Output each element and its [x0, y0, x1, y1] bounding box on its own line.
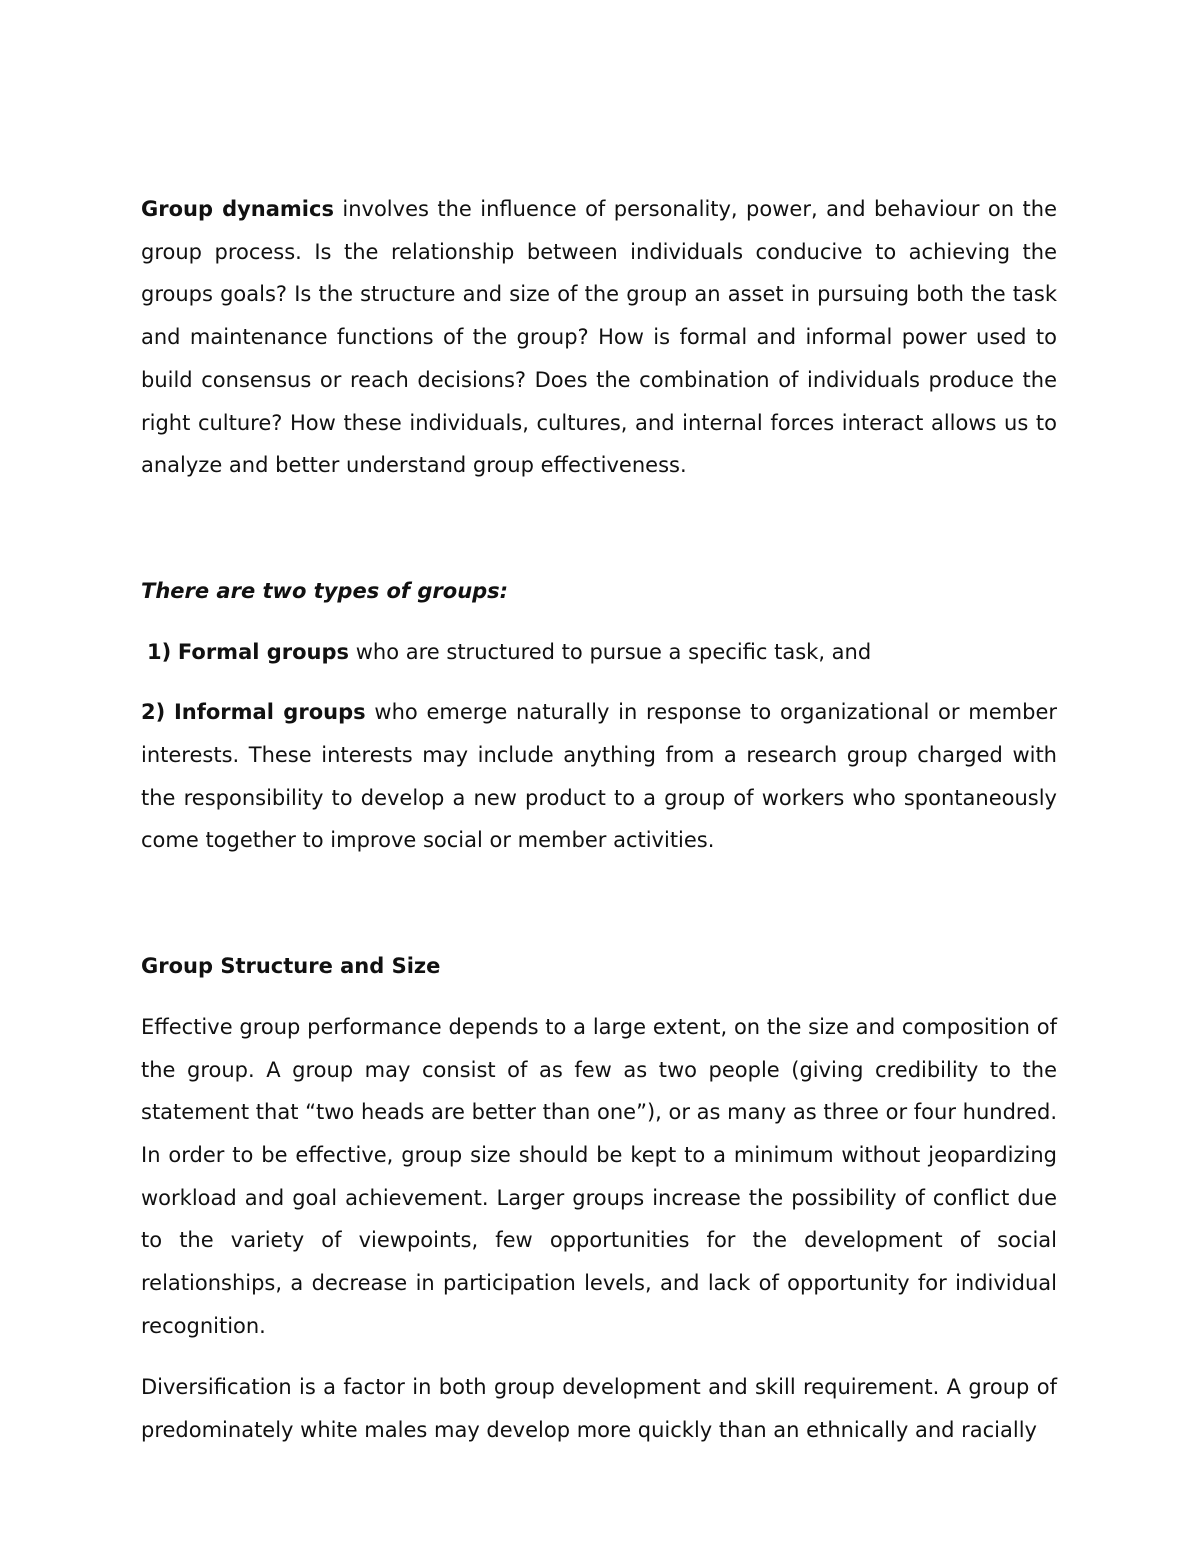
- spacer: [141, 487, 1057, 570]
- types-item-text: who emerge naturally in response to organizational or member interests. These interests may include anything from a research group charged with the responsibility to develop a new product to a group of workers who spontaneously come together to improve social or member activities.: [141, 700, 1057, 853]
- intro-paragraph: [141, 188, 1057, 487]
- types-item-text: who are structured to pursue a specific task, and: [355, 639, 872, 664]
- types-item-number: 2): [141, 700, 166, 725]
- spacer: [141, 862, 1057, 945]
- types-item-term: Informal groups: [173, 700, 366, 725]
- body-paragraph: Effective group performance depends to a large extent, on the size and composition of the group. A group may consist of as few as two people (giving credibility to the statement that “two heads are better than one”), or as many as three or four hundred. In order to be effective, group size should be kept to a minimum without jeopardizing workload and goal achievement. Larger groups increase the possibility of conflict due to the variety of viewpoints, few opportunities for the development of social relationships, a decrease in participation levels, and lack of opportunity for individual recognition.: [141, 1014, 1057, 1338]
- types-heading: There are two types of groups:: [141, 578, 509, 603]
- document-page: [141, 188, 1057, 1452]
- intro-term: Group dynamics: [141, 197, 334, 221]
- types-item-formal: [141, 631, 1057, 674]
- types-item-number: 1): [147, 639, 172, 664]
- types-item-informal: [141, 691, 1057, 862]
- body-paragraph: Diversification is a factor in both group development and skill requirement. A group of predominately white males may develop more quickly than an ethnically and racially: [141, 1375, 1057, 1443]
- section-heading: Group Structure and Size: [141, 954, 441, 979]
- intro-text: involves the influence of personality, power, and behaviour on the group process. Is the relationship between individuals conducive to achieving the groups goals? Is the structure and size of the group an asset in pursuing both the task and maintenance functions of the group? How is formal and informal power used to build consensus or reach decisions? Does the combination of individuals produce the right culture? How these individuals, cultures, and internal forces interact allows us to analyze and better understand group effectiveness.: [141, 197, 1057, 478]
- types-item-term: Formal groups: [177, 639, 350, 664]
